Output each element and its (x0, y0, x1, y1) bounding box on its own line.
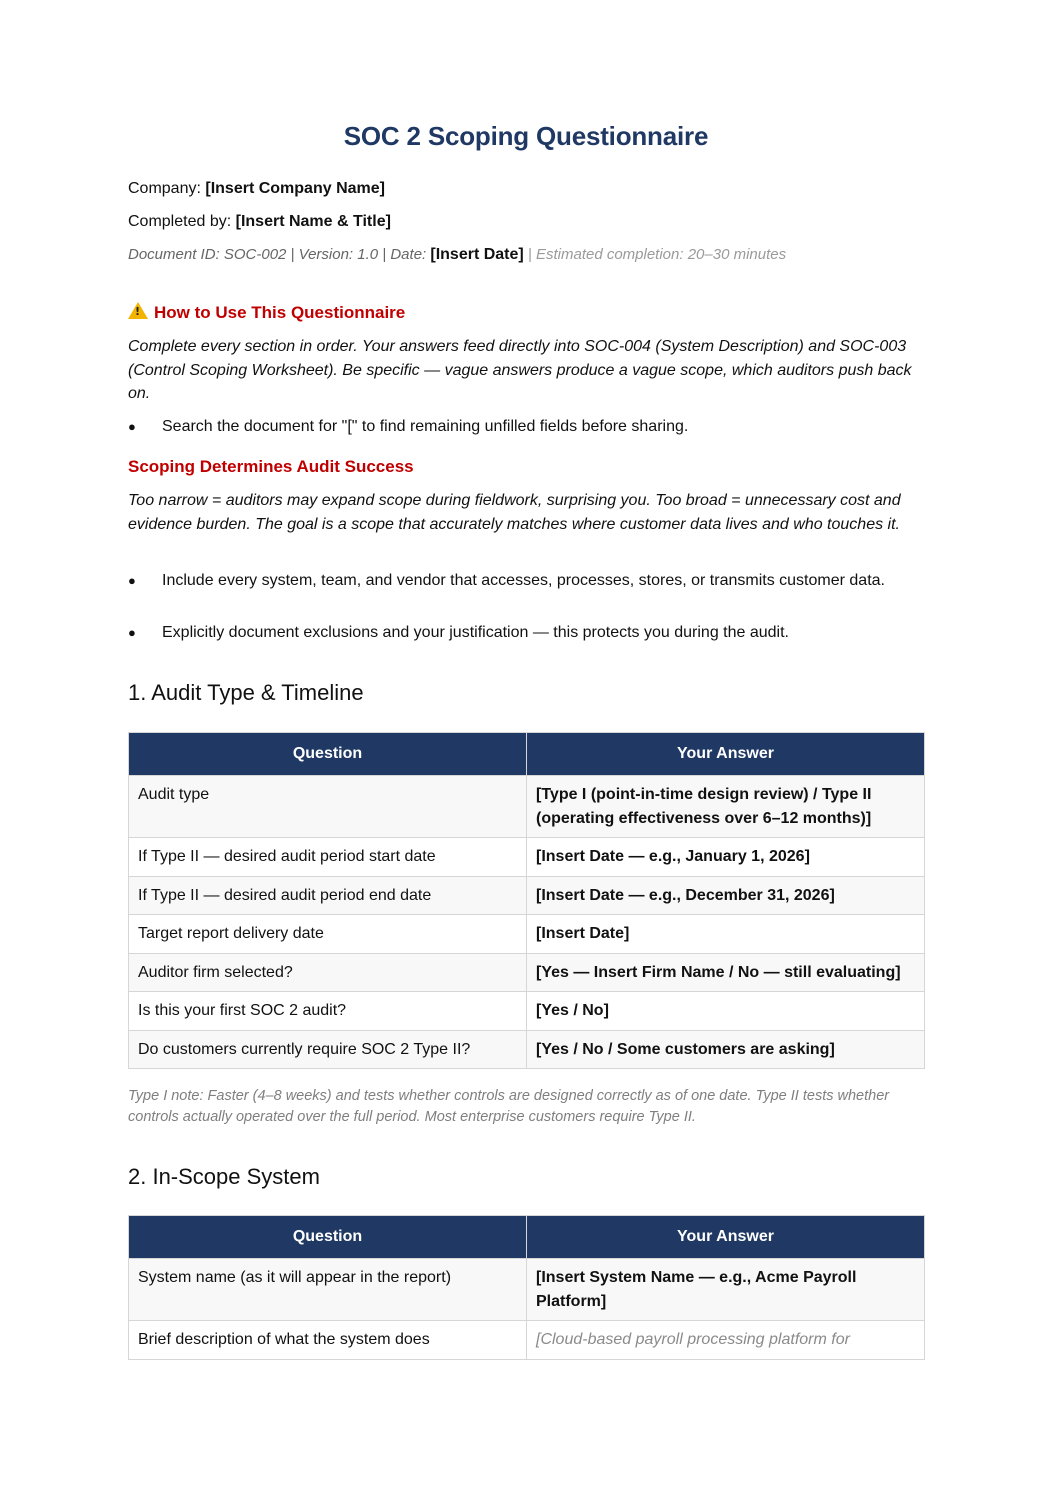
scoping-bullet-text: Explicitly document exclusions and your justification — this protects you during the audit. (162, 624, 789, 641)
table-row (129, 876, 925, 915)
list-item (162, 415, 892, 439)
how-to-bullet-text: Search the document for "[" to find remaining unfilled fields before sharing. (162, 418, 689, 435)
document-date-value: [Insert Date] (430, 246, 524, 263)
bullet-icon (128, 415, 158, 439)
list-item (162, 621, 892, 645)
document-id-text: Document ID: SOC-002 | Version: 1.0 | Date: (128, 246, 427, 263)
how-to-heading-text: How to Use This Questionnaire (154, 303, 406, 322)
column-header-answer: Your Answer (527, 1216, 925, 1259)
table-row (129, 1321, 925, 1360)
completed-by-line (128, 211, 391, 233)
question-cell: Target report delivery date (129, 915, 527, 954)
question-cell: Do customers currently require SOC 2 Type II? (129, 1030, 527, 1069)
scoping-heading: Scoping Determines Audit Success (128, 457, 414, 476)
list-item (162, 569, 892, 593)
company-label: Company: (128, 180, 201, 197)
estimated-completion: | Estimated completion: 20–30 minutes (527, 246, 787, 263)
question-cell: Auditor firm selected? (129, 953, 527, 992)
audit-type-table (128, 732, 925, 1069)
table-row (129, 776, 925, 838)
answer-cell[interactable]: [Type I (point-in-time design review) / Type II (operating effectiveness over 6–12 months)] (527, 776, 925, 838)
table-row (129, 953, 925, 992)
table-row (129, 838, 925, 877)
answer-cell[interactable]: [Insert System Name — e.g., Acme Payroll Platform] (527, 1259, 925, 1321)
bullet-icon (128, 569, 158, 593)
document-title: SOC 2 Scoping Questionnaire (343, 121, 709, 151)
scoping-paragraph: Too narrow = auditors may expand scope during fieldwork, surprising you. Too broad = unnecessary cost and evidence burden. The goal is a scope that accurately matches where customer data lives and who touches it. (128, 492, 901, 533)
column-header-question: Question (129, 1216, 527, 1259)
table-note: Type I note: Faster (4–8 weeks) and tests whether controls are designed correctly as of one date. Type II tests whether controls actually operated over the full period. Most enterprise customers require Type II. (128, 1088, 890, 1125)
table-row (129, 992, 925, 1031)
how-to-heading (128, 302, 405, 323)
answer-cell[interactable]: [Cloud-based payroll processing platform for (527, 1321, 925, 1360)
answer-cell[interactable]: [Yes — Insert Firm Name / No — still evaluating] (527, 953, 925, 992)
table-row (129, 1030, 925, 1069)
completed-by-label: Completed by: (128, 213, 232, 230)
how-to-paragraph: Complete every section in order. Your answers feed directly into SOC-004 (System Description) and SOC-003 (Control Scoping Worksheet). Be specific — vague answers produce a vague scope, which auditors push back on. (128, 338, 912, 402)
section-heading: 1. Audit Type & Timeline (128, 680, 364, 705)
document-id-line (128, 244, 786, 266)
warning-icon (128, 302, 148, 319)
scoping-bullet-text: Include every system, team, and vendor that accesses, processes, stores, or transmits customer data. (162, 572, 885, 589)
in-scope-system-table (128, 1215, 925, 1360)
answer-cell[interactable]: [Insert Date] (527, 915, 925, 954)
bullet-icon (128, 621, 158, 645)
answer-cell[interactable]: [Insert Date — e.g., December 31, 2026] (527, 876, 925, 915)
question-cell: If Type II — desired audit period end date (129, 876, 527, 915)
question-cell: System name (as it will appear in the report) (129, 1259, 527, 1321)
company-line (128, 178, 385, 200)
question-cell: Brief description of what the system does (129, 1321, 527, 1360)
column-header-answer: Your Answer (527, 733, 925, 776)
answer-cell[interactable]: [Insert Date — e.g., January 1, 2026] (527, 838, 925, 877)
question-cell: Is this your first SOC 2 audit? (129, 992, 527, 1031)
completed-by-value: [Insert Name & Title] (235, 213, 391, 230)
answer-cell[interactable]: [Yes / No] (527, 992, 925, 1031)
table-row (129, 915, 925, 954)
question-cell: Audit type (129, 776, 527, 838)
section-heading: 2. In-Scope System (128, 1164, 320, 1189)
answer-cell[interactable]: [Yes / No / Some customers are asking] (527, 1030, 925, 1069)
column-header-question: Question (129, 733, 527, 776)
company-value: [Insert Company Name] (205, 180, 385, 197)
question-cell: If Type II — desired audit period start date (129, 838, 527, 877)
table-row (129, 1259, 925, 1321)
